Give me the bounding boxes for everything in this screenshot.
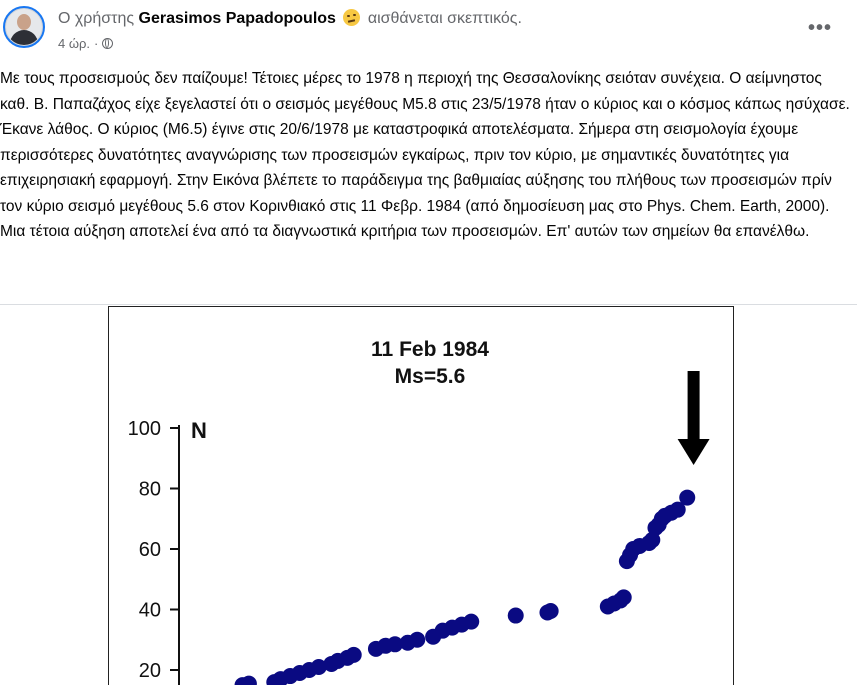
data-point	[241, 676, 257, 685]
y-tick-label: 40	[138, 599, 161, 622]
more-options-button[interactable]	[800, 12, 840, 44]
data-point	[616, 589, 632, 605]
y-axis-label: N	[191, 418, 207, 443]
more-horizontal-icon: •••	[807, 16, 832, 39]
y-tick-label: 80	[138, 478, 161, 501]
data-point	[346, 647, 362, 663]
mainshock-arrow-shaft	[688, 371, 700, 441]
data-point	[409, 632, 425, 648]
post-meta	[58, 36, 113, 51]
data-point	[679, 490, 695, 506]
chart-title: 11 Feb 1984	[371, 338, 489, 361]
status-line	[58, 9, 522, 28]
chart-subtitle: Ms=5.6	[394, 365, 466, 388]
divider	[0, 304, 857, 305]
meta-separator: ·	[94, 36, 99, 51]
y-tick-label: 60	[138, 539, 161, 561]
avatar[interactable]	[3, 6, 45, 48]
chart-svg	[109, 307, 734, 685]
y-tick-label: 20	[138, 660, 161, 682]
feeling-text[interactable]: αισθάνεται σκεπτικός.	[367, 10, 522, 27]
data-point	[508, 608, 524, 624]
y-tick-label: 100	[127, 418, 161, 440]
foreshock-chart[interactable]	[108, 306, 734, 685]
avatar-photo	[6, 9, 42, 45]
author-prefix: Ο χρήστης	[58, 10, 135, 27]
post-time[interactable]: 4 ώρ.	[58, 36, 90, 51]
author-name[interactable]: Gerasimos Papadopoulos	[138, 10, 336, 27]
thinking-emoji-icon	[343, 9, 360, 26]
post-text: Με τους προσεισμούς δεν παίζουμε! Τέτοιες μέρες το 1978 η περιοχή της Θεσσαλονίκης σειόταν συνέχεια. Ο αείμνηστος καθ. Β. Παπαζάχος είχε ξεγελαστεί ότι ο σεισμός μεγέθους Μ5.8 στις 23/5/1978 ήταν ο κύριος και ο κόσμος κάπως ησύχασε. Έκανε λάθος. Ο κύριος (Μ6.5) έγινε στις 20/6/1978 με καταστροφικά αποτελέσματα. Σήμερα στη σεισμολογία έχουμε περισσότερες δυνατότητες αναγνώρισης των προσεισμών εγκαίρως, πριν τον κύριο, με σημαντικές δυνατότητες για επιχειρησιακή εφαρμογή. Στην Εικόνα βλέπετε το παράδειγμα της βαθμιαίας αύξησης του πλήθους των προσεισμών πρίν τον κύριο σεισμό μεγέθους 5.6 στον Κορινθιακό στις 11 Φεβρ. 1984 (από δημοσίευση μας στο Phys. Chem. Earth, 2000). Μια τέτοια αύξηση αποτελεί ένα από τα διαγνωστικά κριτήρια των προσεισμών. Επ' αυτών των σημείων θα επανέλθω.	[0, 70, 850, 240]
data-point	[543, 603, 559, 619]
mainshock-arrow-head	[678, 439, 710, 465]
globe-icon[interactable]	[102, 38, 113, 49]
post-header	[0, 0, 857, 62]
data-point	[463, 614, 479, 630]
